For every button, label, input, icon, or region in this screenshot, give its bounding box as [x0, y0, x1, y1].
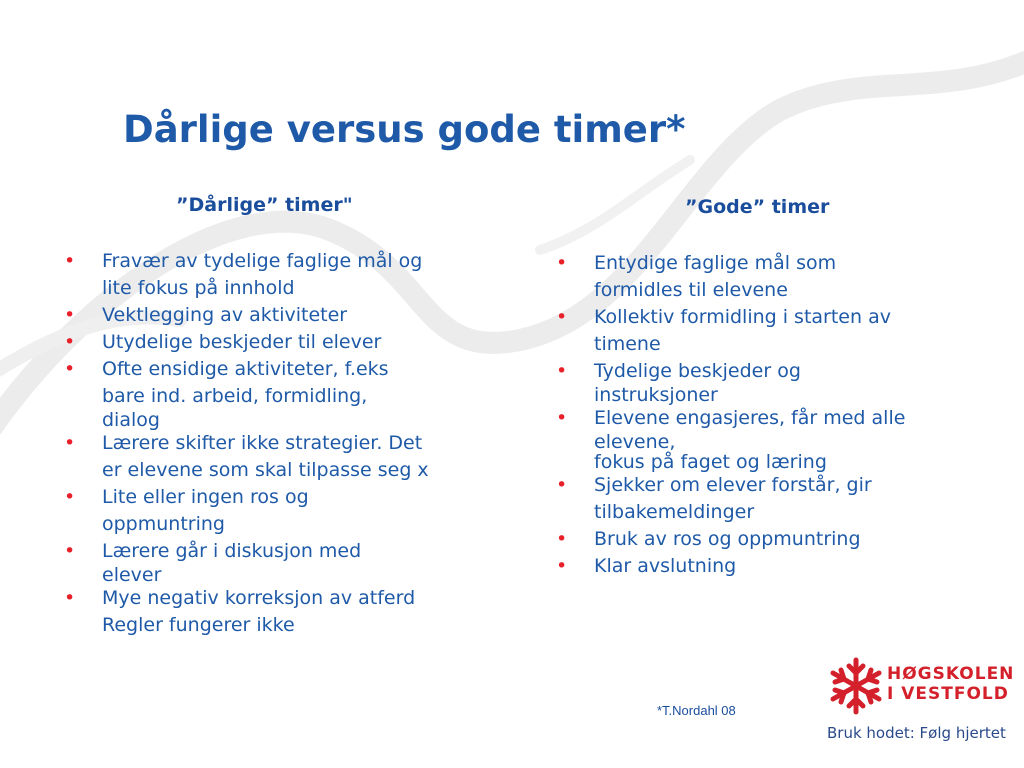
bullet-icon: • [64, 587, 76, 609]
slide-title: Dårlige versus gode timer* [123, 108, 686, 151]
list-item: • Lærere skifter ikke strategier. Det er elevene som skal tilpasse seg x [64, 432, 429, 481]
logo-name-line1: HØGSKOLEN [887, 664, 1015, 684]
bullet-icon: • [64, 304, 76, 326]
list-item: • Kollektiv formidling i starten av timene [556, 306, 891, 355]
citation: *T.Nordahl 08 [657, 703, 736, 718]
logo-name-line2: I VESTFOLD [887, 684, 1009, 704]
bullet-icon: • [556, 407, 568, 429]
bullet-icon: • [556, 252, 568, 274]
list-item: • Tydelige beskjeder og instruksjoner [556, 360, 801, 406]
bullet-icon: • [64, 331, 76, 353]
left-column-heading: ”Dårlige” timer" [176, 194, 353, 216]
list-item: • Utydelige beskjeder til elever [64, 329, 534, 356]
list-item: • Entydige faglige mål som formidles til elevene [556, 252, 837, 301]
bullet-icon: • [556, 360, 568, 382]
bullet-icon: • [556, 555, 568, 577]
bullet-icon: • [64, 486, 76, 508]
list-item: • Lite eller ingen ros og oppmuntring [64, 486, 309, 535]
list-item: • Bruk av ros og oppmuntring [556, 526, 986, 553]
list-item: • Vektlegging av aktiviteter [64, 302, 534, 329]
bullet-icon: • [556, 306, 568, 328]
bad-lessons-list [64, 248, 534, 639]
bullet-icon: • [64, 540, 76, 562]
bullet-icon: • [64, 358, 76, 380]
bullet-icon: • [64, 432, 76, 454]
list-item: • Mye negativ korreksjon av atferd Regler fungerer ikke [64, 587, 416, 636]
list-item: • Elevene engasjeres, får med alle elevene, fokus på faget og læring [556, 407, 906, 473]
list-item: • Ofte ensidige aktiviteter, f.eks bare ind. arbeid, formidling, dialog [64, 358, 389, 431]
good-lessons-list [556, 250, 986, 580]
list-item: • Fravær av tydelige faglige mål og lite fokus på innhold [64, 250, 423, 299]
logo-tagline: Bruk hodet: Følg hjertet [827, 724, 1006, 742]
bullet-icon: • [64, 250, 76, 272]
list-item: • Klar avslutning [556, 553, 986, 580]
bullet-icon: • [556, 474, 568, 496]
list-item: • Sjekker om elever forstår, gir tilbakemeldinger [556, 474, 872, 523]
list-item: • Lærere går i diskusjon med elever [64, 540, 362, 586]
bullet-icon: • [556, 528, 568, 550]
right-column-heading: ”Gode” timer [685, 196, 830, 218]
